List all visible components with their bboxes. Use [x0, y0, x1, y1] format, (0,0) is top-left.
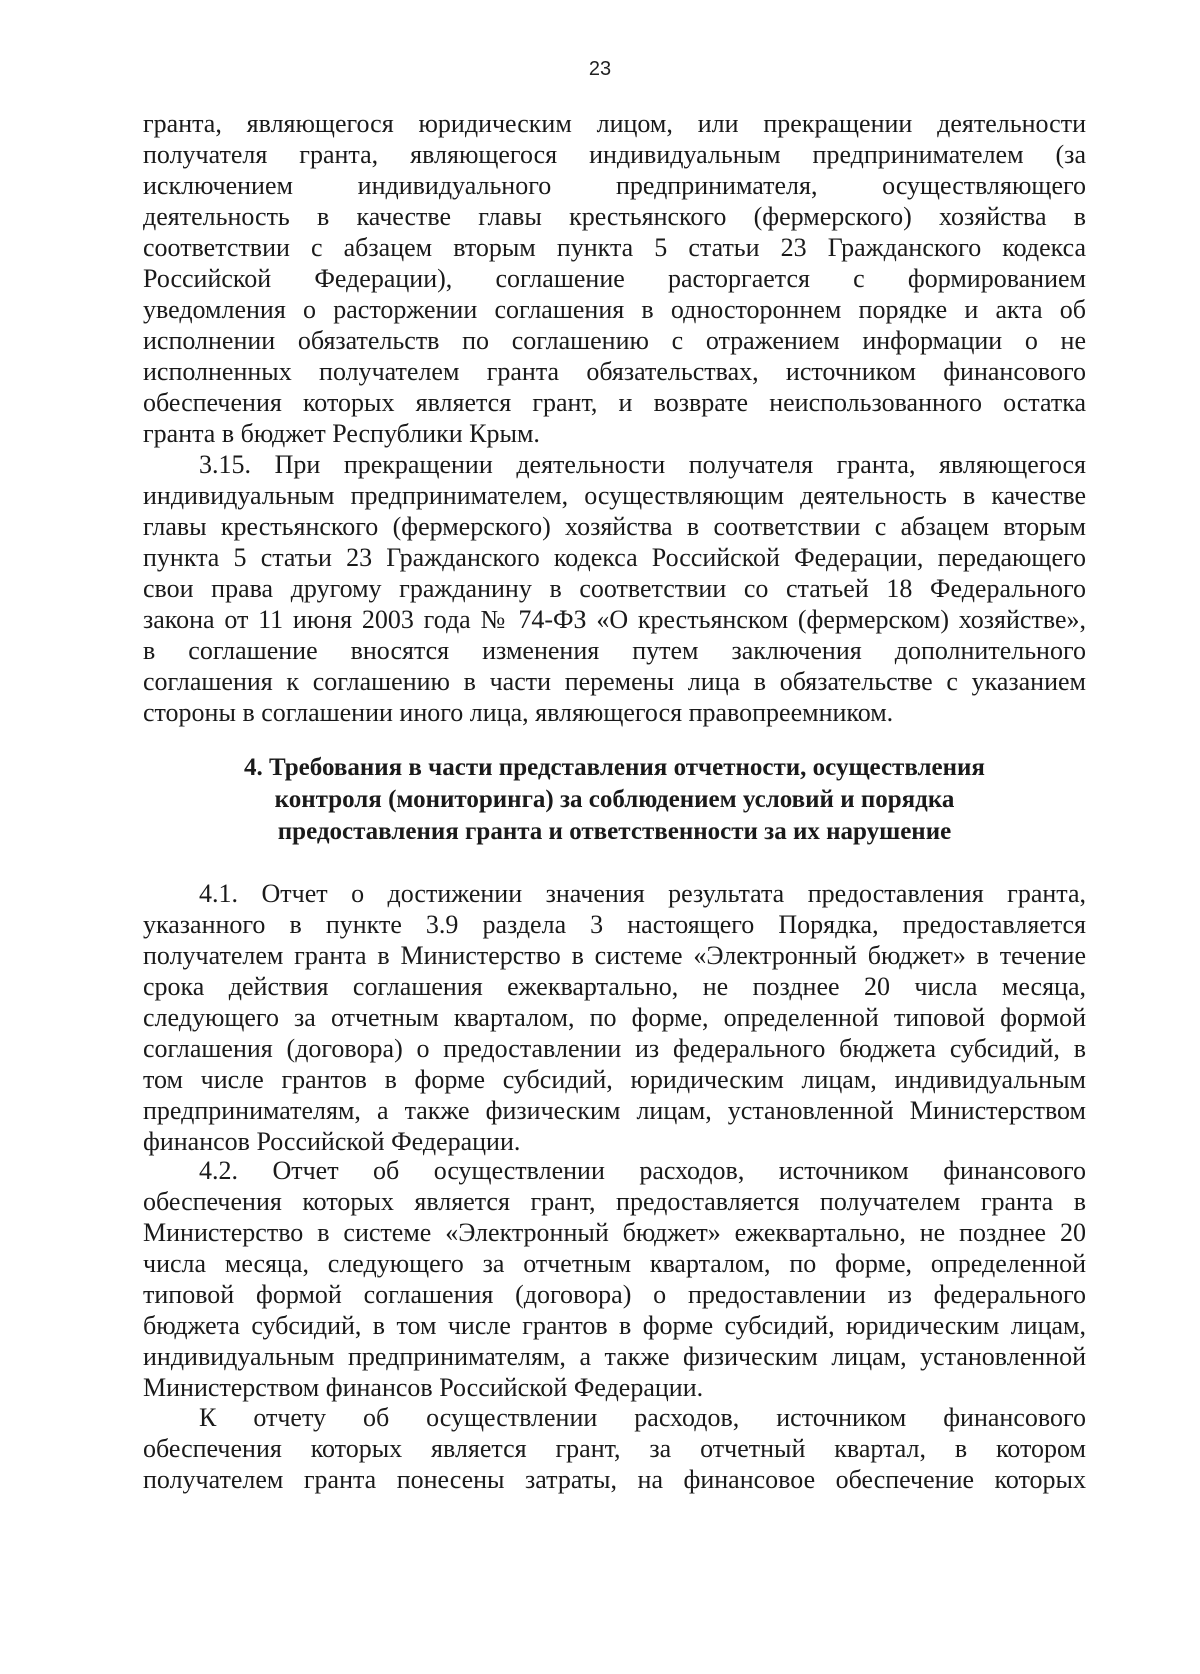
text-line: соглашения к соглашению в части перемены лица в обязательстве с указанием: [143, 667, 1086, 696]
text-line: предпринимателям, а также физическим лицам, установленной Министерством: [143, 1096, 1086, 1125]
text-line: соответствии с абзацем вторым пункта 5 статьи 23 Гражданского кодекса: [143, 233, 1086, 262]
page-number: 23: [588, 58, 612, 80]
text-line: индивидуальным предпринимателем, осуществляющим деятельность в качестве: [143, 481, 1086, 510]
heading-line: предоставления гранта и ответственности за их нарушение: [277, 818, 952, 845]
paragraph-4-1: [143, 878, 1086, 1157]
text-line: Российской Федерации), соглашение расторгается с формированием: [143, 264, 1086, 293]
text-line: следующего за отчетным кварталом, по форме, определенной типовой формой: [143, 1003, 1086, 1032]
text-line: уведомления о расторжении соглашения в одностороннем порядке и акта об: [143, 295, 1086, 324]
paragraph-3-15: [143, 449, 1086, 728]
heading-line: 4. Требования в части представления отчетности, осуществления: [244, 754, 985, 781]
text-line: индивидуальным предпринимателям, а также физическим лицам, установленной: [143, 1342, 1086, 1371]
text-line: исключением индивидуального предпринимателя, осуществляющего: [143, 171, 1086, 200]
text-line: К отчету об осуществлении расходов, источником финансового: [199, 1403, 1086, 1432]
text-line: деятельность в качестве главы крестьянского (фермерского) хозяйства в: [143, 202, 1086, 231]
text-line: исполненных получателем гранта обязательствах, источником финансового: [143, 357, 1086, 386]
heading-line: контроля (мониторинга) за соблюдением условий и порядка: [274, 786, 955, 813]
text-line: гранта, являющегося юридическим лицом, или прекращении деятельности: [143, 109, 1086, 138]
text-line: обеспечения которых является грант, и возврате неиспользованного остатка: [143, 388, 1086, 417]
text-line: 4.1. Отчет о достижении значения результата предоставления гранта,: [199, 879, 1086, 908]
text-line: числа месяца, следующего за отчетным кварталом, по форме, определенной: [143, 1249, 1086, 1278]
text-line: главы крестьянского (фермерского) хозяйства в соответствии с абзацем вторым: [143, 512, 1086, 541]
section-heading: [143, 752, 1086, 848]
paragraph-continuation: [143, 108, 1086, 449]
text-line: стороны в соглашении иного лица, являющегося правопреемником.: [143, 698, 894, 727]
text-line: получателем гранта в Министерство в системе «Электронный бюджет» в течение: [143, 941, 1086, 970]
text-line: исполнении обязательств по соглашению с отражением информации о не: [143, 326, 1086, 355]
text-line: в соглашение вносятся изменения путем заключения дополнительного: [143, 636, 1086, 665]
text-line: гранта в бюджет Республики Крым.: [143, 419, 540, 448]
text-line: том числе грантов в форме субсидий, юридическим лицам, индивидуальным: [143, 1065, 1086, 1094]
text-line: Министерство в системе «Электронный бюджет» ежеквартально, не позднее 20: [143, 1218, 1086, 1247]
text-line: соглашения (договора) о предоставлении из федерального бюджета субсидий, в: [143, 1034, 1086, 1063]
text-line: обеспечения которых является грант, предоставляется получателем гранта в: [143, 1187, 1086, 1216]
text-line: срока действия соглашения ежеквартально, не позднее 20 числа месяца,: [143, 972, 1086, 1001]
text-line: Министерством финансов Российской Федерации.: [143, 1373, 704, 1402]
text-line: получателем гранта понесены затраты, на финансовое обеспечение которых: [143, 1465, 1086, 1494]
text-line: 3.15. При прекращении деятельности получателя гранта, являющегося: [199, 450, 1086, 479]
text-line: обеспечения которых является грант, за отчетный квартал, в котором: [143, 1434, 1086, 1463]
text-line: 4.2. Отчет об осуществлении расходов, источником финансового: [199, 1156, 1086, 1185]
text-line: получателя гранта, являющегося индивидуальным предпринимателем (за: [143, 140, 1086, 169]
text-line: указанного в пункте 3.9 раздела 3 настоящего Порядка, предоставляется: [143, 910, 1086, 939]
paragraph-4-2: [143, 1155, 1086, 1403]
text-line: типовой формой соглашения (договора) о предоставлении из федерального: [143, 1280, 1086, 1309]
paragraph-k-otchetu: [143, 1402, 1086, 1495]
text-line: бюджета субсидий, в том числе грантов в форме субсидий, юридическим лицам,: [143, 1311, 1086, 1340]
text-line: закона от 11 июня 2003 года № 74-ФЗ «О крестьянском (фермерском) хозяйстве»,: [143, 605, 1086, 634]
text-line: свои права другому гражданину в соответствии со статьей 18 Федерального: [143, 574, 1086, 603]
text-line: пункта 5 статьи 23 Гражданского кодекса Российской Федерации, передающего: [143, 543, 1086, 572]
text-line: финансов Российской Федерации.: [143, 1127, 521, 1156]
